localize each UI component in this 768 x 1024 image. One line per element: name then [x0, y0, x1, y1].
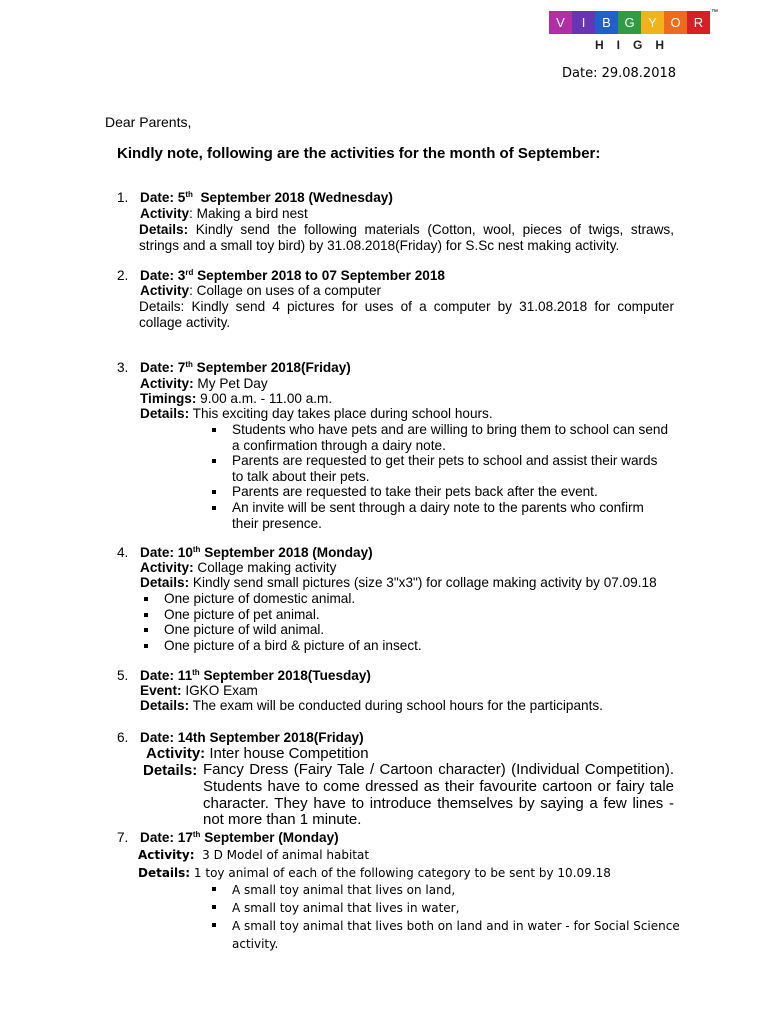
- logo-letter-r: R: [687, 11, 710, 34]
- list-item: One picture of domestic animal.: [164, 591, 356, 606]
- bullet-icon: [212, 490, 216, 494]
- item-timings: Timings: 9.00 a.m. - 11.00 a.m.: [140, 391, 333, 406]
- list-item: An invite will be sent through a dairy note to the parents who confirm their presence.: [232, 500, 644, 531]
- item-number: 5.: [117, 668, 129, 683]
- logo-tagline: HIGH: [595, 38, 677, 52]
- bullet-icon: [144, 644, 148, 648]
- list-item: Students who have pets and are willing to bring them to school can send a confirmation through a dairy note.: [232, 422, 669, 453]
- vibgyor-high-logo: [549, 9, 718, 55]
- list-item: A small toy animal that lives on land,: [232, 883, 456, 897]
- bullet-icon: [212, 506, 216, 510]
- list-item: Parents are requested to get their pets to school and assist their wards to talk about their pets.: [232, 453, 658, 484]
- item-number: 4.: [117, 545, 129, 560]
- item-activity: Activity: Making a bird nest: [140, 206, 308, 221]
- list-item: A small toy animal that lives in water,: [232, 901, 460, 915]
- logo-letter-g: G: [618, 11, 641, 34]
- item-date: Date: 10th September 2018 (Monday): [140, 545, 373, 560]
- item-number: 3.: [117, 360, 129, 375]
- bullet-icon: [212, 905, 216, 909]
- item-details: Details: This exciting day takes place during school hours.: [140, 406, 493, 421]
- item-number: 2.: [117, 268, 129, 283]
- item-details: Details: 1 toy animal of each of the following category to be sent by 10.09.18: [138, 866, 611, 880]
- item-details-label: Details:: [143, 762, 198, 779]
- item-activity: Activity: My Pet Day: [140, 376, 268, 391]
- item-activity: Activity: Collage making activity: [140, 560, 337, 575]
- bullet-icon: [144, 597, 148, 601]
- item-number: 7.: [117, 830, 129, 845]
- list-item: A small toy animal that lives both on land and in water - for Social Science activity.: [232, 919, 680, 951]
- list-item: One picture of pet animal.: [164, 607, 320, 622]
- bullet-icon: [212, 428, 216, 432]
- item-event: Event: IGKO Exam: [140, 683, 258, 698]
- item-date: Date: 17th September (Monday): [140, 830, 339, 845]
- item-activity: Activity: 3 D Model of animal habitat: [138, 848, 370, 862]
- logo-letter-v: V: [549, 11, 572, 34]
- logo-letter-y: Y: [641, 11, 664, 34]
- item-date: Date: 11th September 2018(Tuesday): [140, 668, 371, 683]
- item-activity: Activity: Collage on uses of a computer: [140, 283, 382, 298]
- bullet-icon: [144, 628, 148, 632]
- item-date: Date: 5th September 2018 (Wednesday): [140, 190, 393, 205]
- logo-letter-o: O: [664, 11, 687, 34]
- bullet-icon: [212, 459, 216, 463]
- bullet-icon: [212, 923, 216, 927]
- bullet-icon: [212, 887, 216, 891]
- item-date: Date: 7th September 2018(Friday): [140, 360, 351, 375]
- intro-heading: Kindly note, following are the activities for the month of September:: [117, 145, 601, 162]
- item-details: Details: The exam will be conducted during school hours for the participants.: [140, 698, 603, 713]
- item-date: Date: 14th September 2018(Friday): [140, 730, 364, 745]
- list-item: Parents are requested to take their pets back after the event.: [232, 484, 598, 499]
- item-number: 1.: [117, 190, 129, 205]
- letter-date: Date: 29.08.2018: [562, 66, 677, 81]
- salutation: Dear Parents,: [105, 114, 192, 130]
- item-details: Details: Kindly send the following materials (Cotton, wool, pieces of twigs, straws, strings and a small toy bird) by 31.08.2018(Friday) for S.Sc nest making activity.: [139, 222, 674, 253]
- list-item: One picture of wild animal.: [164, 622, 325, 637]
- item-activity: Activity: Inter house Competition: [146, 745, 369, 762]
- bullet-icon: [144, 613, 148, 617]
- item-details: Fancy Dress (Fairy Tale / Cartoon character) (Individual Competition). Students have to come dressed as their favourite cartoon or fairy tale character. They have to introduce themselves by saying a few lines - not more than 1 minute.: [203, 761, 674, 829]
- list-item: One picture of a bird & picture of an insect.: [164, 638, 422, 653]
- item-details: Details: Kindly send 4 pictures for uses of a computer by 31.08.2018 for computer collage activity.: [139, 299, 674, 330]
- item-number: 6.: [117, 730, 129, 745]
- item-details: Details: Kindly send small pictures (size 3"x3") for collage making activity by 07.09.18: [140, 575, 657, 590]
- logo-trademark: ™: [711, 9, 718, 16]
- logo-letter-i: I: [572, 11, 595, 34]
- item-date: Date: 3rd September 2018 to 07 September 2018: [140, 268, 445, 283]
- logo-letter-b: B: [595, 11, 618, 34]
